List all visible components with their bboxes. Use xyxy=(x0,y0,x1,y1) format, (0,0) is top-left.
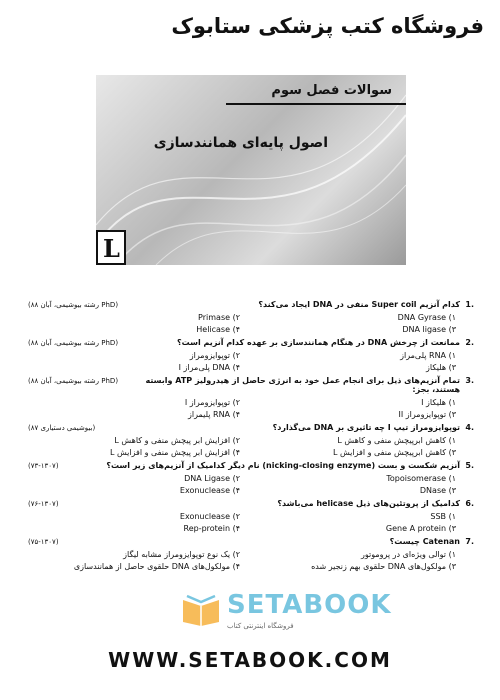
question-item xyxy=(28,376,474,419)
question-text: Catenan چیست؟ xyxy=(389,537,460,546)
answer-option: ۲) Exonuclease xyxy=(179,512,240,521)
answer-option: ۲) افزایش ابر پیچش منفی و کاهش L xyxy=(114,436,240,445)
answer-option: ۱) RNA پلی‌مراز xyxy=(400,351,456,360)
question-source: (۷۵-۱۳۰۷) xyxy=(28,538,59,546)
question-text: ممانعت از چرخش DNA در هنگام همانندسازی بر عهده کدام آنزیم است؟ xyxy=(177,338,460,347)
answer-option: ۴) افزایش ابر پیچش منفی و افزایش L xyxy=(109,448,240,457)
question-text: توپوایزومراز تیپ I چه تاثیری بر DNA می‌گذارد؟ xyxy=(272,423,460,432)
setabook-watermark xyxy=(175,584,392,640)
answer-option: ۴) مولکول‌های DNA حلقوی حاصل از همانندسازی xyxy=(73,562,240,571)
question-text: کدامیک از پروتئین‌های ذیل helicase می‌باشد؟ xyxy=(277,499,460,508)
answer-option: ۳) Gene A protein xyxy=(385,524,456,533)
question-source: (بیوشیمی دستیاری ۸۷) xyxy=(28,424,96,432)
question-number: 2. xyxy=(465,338,474,347)
answer-option: ۳) مولکول‌های DNA حلقوی بهم زنجیر شده xyxy=(311,562,456,571)
answer-option: ۳) DNA ligase xyxy=(402,325,456,334)
answer-option: ۱) توالی ویژه‌ای در پروموتور xyxy=(360,550,456,559)
book-logo-icon xyxy=(181,592,221,626)
question-item xyxy=(28,423,474,457)
answer-option: ۳) توپوایزومراز II xyxy=(398,410,456,419)
chapter-banner xyxy=(96,75,406,265)
question-item xyxy=(28,338,474,372)
answer-option: ۲) توپوایزومراز I xyxy=(184,398,240,407)
watermark-brand: SETABOOK xyxy=(227,590,392,620)
chapter-title: اصول پایه‌ای همانندسازی xyxy=(153,135,328,151)
question-number: 4. xyxy=(465,423,474,432)
question-number: 1. xyxy=(465,300,474,309)
chapter-letter-box xyxy=(96,230,126,265)
answer-option: ۱) DNA Gyrase xyxy=(397,313,456,322)
answer-option: ۲) Primase xyxy=(198,313,240,322)
question-list xyxy=(28,300,474,575)
answer-option: ۴) RNA پلیمراز xyxy=(188,410,240,419)
watermark-subtitle: فروشگاه اینترنتی کتاب xyxy=(227,622,294,630)
answer-option: ۱) کاهش ابرپیچش منفی و کاهش L xyxy=(337,436,456,445)
site-url: WWW.SETABOOK.COM xyxy=(108,648,392,672)
question-source: (PhD رشته بیوشیمی، آبان ۸۸) xyxy=(28,377,119,385)
answer-option: ۱) Topoisomerase xyxy=(386,474,456,483)
question-number: 3. xyxy=(465,376,474,385)
chapter-letter: L xyxy=(103,234,120,263)
answer-option: ۴) Helicase xyxy=(196,325,240,334)
question-text: تمام آنزیم‌های ذیل برای انجام عمل خود به انرژی حاصل از هیدرولیز ATP وابسته هستند، بجز: xyxy=(145,376,460,394)
answer-option: ۳) DNase xyxy=(419,486,456,495)
store-title: فروشگاه کتب پزشکی ستابوک xyxy=(171,14,484,38)
question-text: آنزیم شکست و بست (nicking-closing enzyme) نام دیگر کدامیک از آنزیم‌های زیر است؟ xyxy=(106,461,460,470)
answer-option: ۲) توپوایزومراز xyxy=(189,351,240,360)
answer-option: ۳) کاهش ابرپیچش منفی و افزایش L xyxy=(332,448,456,457)
question-item xyxy=(28,300,474,334)
question-source: (PhD رشته بیوشیمی، آبان ۸۸) xyxy=(28,339,119,347)
chapter-divider xyxy=(226,103,406,105)
answer-option: ۲) یک نوع توپوایزومراز مشابه لیگاز xyxy=(123,550,240,559)
question-source: (۷۳-۱۳۰۷) xyxy=(28,462,59,470)
chapter-label: سوالات فصل سوم xyxy=(271,83,392,98)
question-item xyxy=(28,461,474,495)
answer-option: ۴) Rep-protein xyxy=(183,524,240,533)
answer-option: ۱) هلیکاز I xyxy=(421,398,456,407)
question-text: کدام آنزیم Super coil منفی در DNA ایجاد می‌کند؟ xyxy=(258,300,460,309)
question-source: (PhD رشته بیوشیمی، آبان ۸۸) xyxy=(28,301,119,309)
answer-option: ۴) DNA پلی‌مراز I xyxy=(178,363,240,372)
answer-option: ۲) DNA Ligase xyxy=(184,474,240,483)
answer-option: ۱) SSB xyxy=(430,512,456,521)
question-number: 6. xyxy=(465,499,474,508)
answer-option: ۳) هلیکاز xyxy=(426,363,456,372)
question-item xyxy=(28,537,474,571)
answer-option: ۴) Exonuclease xyxy=(179,486,240,495)
question-source: (۷۶-۱۳۰۷) xyxy=(28,500,59,508)
question-number: 5. xyxy=(465,461,474,470)
question-number: 7. xyxy=(465,537,474,546)
question-item xyxy=(28,499,474,533)
